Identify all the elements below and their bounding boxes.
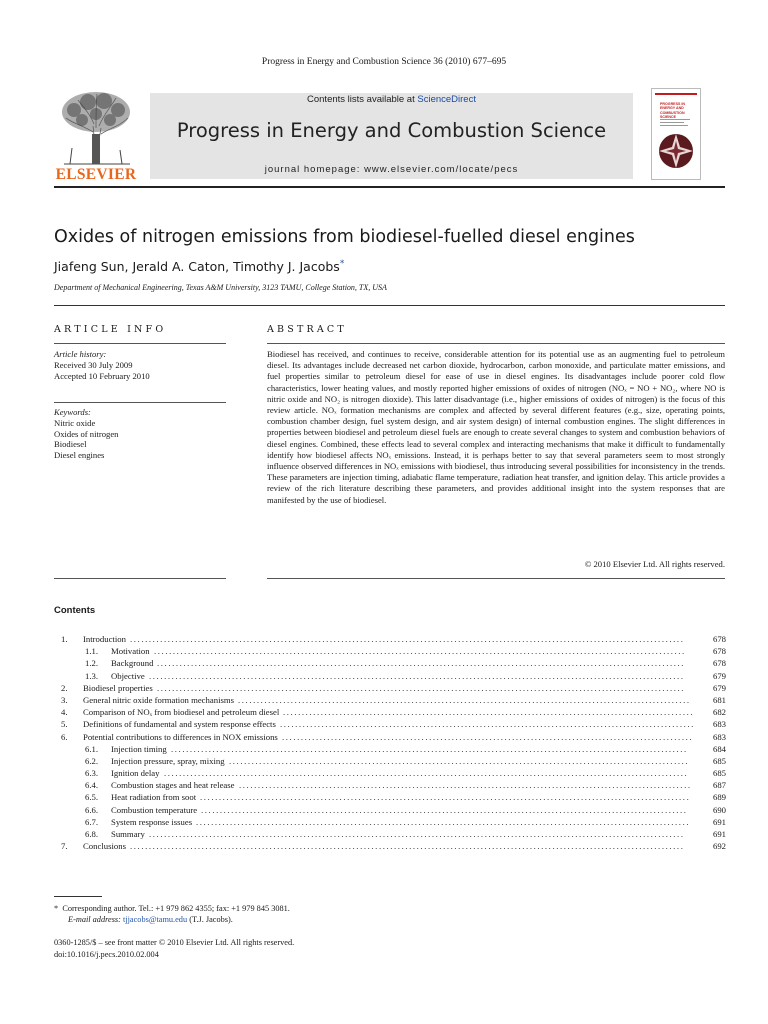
toc-entry-number: 1.1. <box>85 646 99 657</box>
toc-entry[interactable] <box>54 767 726 779</box>
received-date: Received 30 July 2009 <box>54 359 133 370</box>
tree-logo-icon <box>54 88 138 166</box>
toc-entry-label: Objective <box>111 670 145 681</box>
toc-entry-page: 678 <box>712 646 726 657</box>
toc-entry-number: 1. <box>61 634 68 644</box>
journal-title: Progress in Energy and Combustion Science <box>176 119 607 142</box>
footnote-rule <box>54 896 102 897</box>
doi-line[interactable]: doi:10.1016/j.pecs.2010.02.004 <box>54 949 159 959</box>
toc-entry-number: 3. <box>61 694 68 705</box>
toc-leader-dots: ................................................................................................................................... <box>196 816 691 827</box>
toc-entry-number: 4. <box>61 707 68 718</box>
title-rule <box>54 305 725 306</box>
journal-cover-thumbnail <box>651 88 701 180</box>
toc-leader-dots: ........................................................................................................................ <box>238 694 691 705</box>
keywords-block <box>54 407 226 461</box>
toc-entry-label: Combustion stages and heat release <box>111 780 235 791</box>
toc-leader-dots: .............................................................................................................................................. <box>149 670 685 681</box>
toc-entry-page: 687 <box>712 780 726 791</box>
table-of-contents <box>54 633 726 852</box>
toc-entry-page: 678 <box>712 634 726 644</box>
toc-entry-page: 684 <box>712 743 726 754</box>
toc-entry[interactable] <box>54 779 726 791</box>
toc-entry-page: 690 <box>712 804 726 815</box>
toc-entry-number: 6.4. <box>85 780 99 791</box>
toc-entry-number: 6.8. <box>85 829 99 839</box>
toc-entry-number: 2. <box>61 682 68 693</box>
toc-entry-page: 692 <box>712 841 726 852</box>
toc-entry[interactable] <box>54 791 726 803</box>
toc-entry-label: Combustion temperature <box>111 804 198 815</box>
sciencedirect-link[interactable]: ScienceDirect <box>417 94 476 105</box>
abstract-rule <box>267 343 725 344</box>
toc-entry[interactable] <box>54 816 726 828</box>
toc-entry-page: 689 <box>712 792 726 803</box>
toc-entry-number: 6.7. <box>85 816 99 827</box>
toc-leader-dots: ............................................................................................................. <box>282 731 694 742</box>
keyword-item: Nitric oxide <box>54 417 96 428</box>
issn-block <box>54 937 294 960</box>
footnote <box>54 903 290 925</box>
toc-entry-number: 5. <box>61 719 68 730</box>
toc-leader-dots: ............................................................................................................................................ <box>157 658 686 669</box>
journal-homepage[interactable]: journal homepage: www.elsevier.com/locate/pecs <box>264 164 519 175</box>
toc-leader-dots: ................................................................................................................................................... <box>130 841 685 852</box>
keywords-rule <box>54 402 226 403</box>
toc-entry-number: 1.3. <box>85 670 99 681</box>
article-title: Oxides of nitrogen emissions from biodiesel-fuelled diesel engines <box>54 227 635 247</box>
cover-art-icon <box>652 89 700 179</box>
issn-line: 0360-1285/$ – see front matter © 2010 Elsevier Ltd. All rights reserved. <box>54 938 295 947</box>
toc-entry-page: 691 <box>712 829 726 839</box>
toc-leader-dots: .............................................................................................................................................. <box>149 829 685 839</box>
toc-entry-label: Conclusions <box>83 841 126 852</box>
toc-leader-dots: ............................................................................................................................................ <box>157 682 686 693</box>
toc-entry-label: Biodiesel properties <box>83 682 153 693</box>
toc-entry[interactable] <box>54 828 726 840</box>
contents-prefix: Contents lists available at <box>307 94 418 105</box>
toc-entry-page: 685 <box>712 755 726 766</box>
toc-leader-dots: ........................................................................................................................................... <box>164 768 689 779</box>
toc-entry-page: 685 <box>712 768 726 779</box>
toc-entry[interactable] <box>54 755 726 767</box>
email-suffix: (T.J. Jacobs). <box>189 915 233 924</box>
keyword-item: Biodiesel <box>54 439 87 450</box>
toc-entry-page: 683 <box>712 731 726 742</box>
toc-entry-page: 679 <box>712 682 726 693</box>
toc-entry-number: 6.2. <box>85 755 99 766</box>
keyword-item: Diesel engines <box>54 450 105 461</box>
toc-entry-label: Background <box>111 658 154 669</box>
toc-entry-label: Definitions of fundamental and system response effects <box>83 719 276 730</box>
toc-entry[interactable] <box>54 694 726 706</box>
article-history <box>54 349 226 381</box>
contents-available-line <box>150 94 633 105</box>
toc-entry-label: Comparison of NOₓ from biodiesel and petroleum diesel <box>83 707 280 718</box>
toc-entry-page: 691 <box>712 816 726 827</box>
email-link[interactable]: tjjacobs@tamu.edu <box>123 915 188 924</box>
article-info-heading: ARTICLE INFO <box>54 324 167 335</box>
toc-entry-label: Injection pressure, spray, mixing <box>111 755 225 766</box>
toc-leader-dots: .......................................................................................................................... <box>229 755 690 766</box>
contents-title: Contents <box>54 605 96 616</box>
toc-leader-dots: ............................................................................................................................................. <box>154 646 686 657</box>
toc-entry[interactable] <box>54 657 726 669</box>
abstract-heading: ABSTRACT <box>267 324 347 335</box>
toc-leader-dots: ........................................................................................................................ <box>239 780 692 791</box>
corresponding-author-note <box>54 903 290 914</box>
email-line <box>54 914 290 925</box>
running-head: Progress in Energy and Combustion Science 36 (2010) 677–695 <box>261 57 507 67</box>
toc-entry-page: 682 <box>712 707 726 718</box>
history-label: Article history: <box>54 349 107 359</box>
toc-entry[interactable] <box>54 682 726 694</box>
toc-leader-dots: ............................................................................................................. <box>283 707 695 718</box>
affiliation: Department of Mechanical Engineering, Texas A&M University, 3123 TAMU, College Station, TX, USA <box>54 283 387 292</box>
toc-entry-number: 6.5. <box>85 792 99 803</box>
toc-entry[interactable] <box>54 743 726 755</box>
toc-entry-page: 681 <box>712 694 726 705</box>
footnote-marker: * <box>54 904 59 913</box>
corresponding-text: Corresponding author. Tel.: +1 979 862 4355; fax: +1 979 845 3081. <box>62 904 290 913</box>
toc-entry-number: 7. <box>61 841 68 852</box>
toc-entry[interactable] <box>54 706 726 718</box>
toc-entry[interactable] <box>54 645 726 657</box>
toc-entry-label: Summary <box>111 829 145 839</box>
article-info-bottom-rule <box>54 578 226 579</box>
masthead-rule <box>54 186 725 188</box>
toc-entry-number: 6. <box>61 731 68 742</box>
keywords-label: Keywords: <box>54 407 91 417</box>
toc-entry-number: 6.6. <box>85 804 99 815</box>
keyword-item: Oxides of nitrogen <box>54 428 119 439</box>
email-label: E-mail address: <box>68 915 121 924</box>
author-list <box>54 259 344 274</box>
abstract-text: Biodiesel has received, and continues to receive, considerable attention for its potential use as an augmenting fuel to petroleum diesel. Its advantages include decreased net carbon dioxide, hydrocarbon, carbon monoxide, and particulate matter emissions, and fuel properties similar to petroleum diesel for ease of use in diesel engines. Its disadvantages include poorer cold flow characteristics, lower heating values, and mostly reported higher emissions of oxides of nitrogen (NOₓ = NO + NO₂, where NO is nitric oxide and NO₂ is nitrogen dioxide). This latter disadvantage (i.e., higher emissions of oxides of nitrogen) is the focus of this review article. NOₓ formation mechanisms are complex and affected by several different features (e.g., size, operating points, combustion chamber design, fuel system design, and air system design) of internal combustion engines. The slight differences in properties between biodiesel and petroleum diesel fuels are enough to create several changes to system and combustion behaviors of diesel engines. Combined, these effects lead to several complex and interacting mechanisms that make it difficult to fundamentally identify how biodiesel affects NOₓ emissions. Instead, it is perhaps better to say that several parameters seem to most strongly influence observed differences in NOₓ emissions with biodiesel, thus introducing several possibilities for inconsistency in the trends. These parameters are injection timing, adiabatic flame temperature, radiation heat transfer, and ignition delay. This article provides a review of the rich literature describing these parameters, and provides additional insight into the system responses that are manifested by the use of biodiesel. <box>267 349 725 505</box>
corresponding-author-mark[interactable]: * <box>339 259 345 269</box>
elsevier-logo <box>54 88 138 184</box>
toc-leader-dots: .................................................................................................................................. <box>200 792 691 803</box>
elsevier-wordmark: ELSEVIER <box>55 166 137 183</box>
toc-entry-label: Ignition delay <box>111 768 160 779</box>
toc-entry-label: System response issues <box>111 816 193 827</box>
toc-entry[interactable] <box>54 718 726 730</box>
toc-entry-number: 6.3. <box>85 768 99 779</box>
cover-title: PROGRESS IN ENERGY AND COMBUSTION SCIENCE <box>660 102 685 119</box>
toc-leader-dots: .............................................................................................................. <box>280 719 695 730</box>
journal-banner <box>150 93 633 179</box>
toc-entry-label: Potential contributions to differences in NOX emissions <box>83 731 278 742</box>
toc-entry-label: Injection timing <box>111 743 167 754</box>
toc-entry[interactable] <box>54 633 726 645</box>
article-info-rule <box>54 343 226 344</box>
toc-entry[interactable] <box>54 804 726 816</box>
toc-entry-label: Introduction <box>83 634 126 644</box>
toc-entry-label: Motivation <box>111 646 150 657</box>
toc-entry-page: 678 <box>712 658 726 669</box>
toc-entry-label: Heat radiation from soot <box>111 792 197 803</box>
toc-entry[interactable] <box>54 670 726 682</box>
toc-leader-dots: ................................................................................................................................................... <box>130 634 685 644</box>
toc-entry-page: 679 <box>712 670 726 681</box>
abstract-bottom-rule <box>267 578 725 579</box>
abstract-copyright: © 2010 Elsevier Ltd. All rights reserved. <box>584 559 725 569</box>
toc-entry[interactable] <box>54 840 726 852</box>
toc-entry-number: 6.1. <box>85 743 99 754</box>
toc-entry-page: 683 <box>712 719 726 730</box>
authors-text: Jiafeng Sun, Jerald A. Caton, Timothy J. Jacobs <box>54 259 340 274</box>
toc-entry[interactable] <box>54 731 726 743</box>
accepted-date: Accepted 10 February 2010 <box>54 370 150 381</box>
toc-entry-label: General nitric oxide formation mechanisms <box>83 694 235 705</box>
toc-entry-number: 1.2. <box>85 658 99 669</box>
toc-leader-dots: ................................................................................................................................. <box>201 804 688 815</box>
toc-leader-dots: ......................................................................................................................................... <box>171 743 688 754</box>
